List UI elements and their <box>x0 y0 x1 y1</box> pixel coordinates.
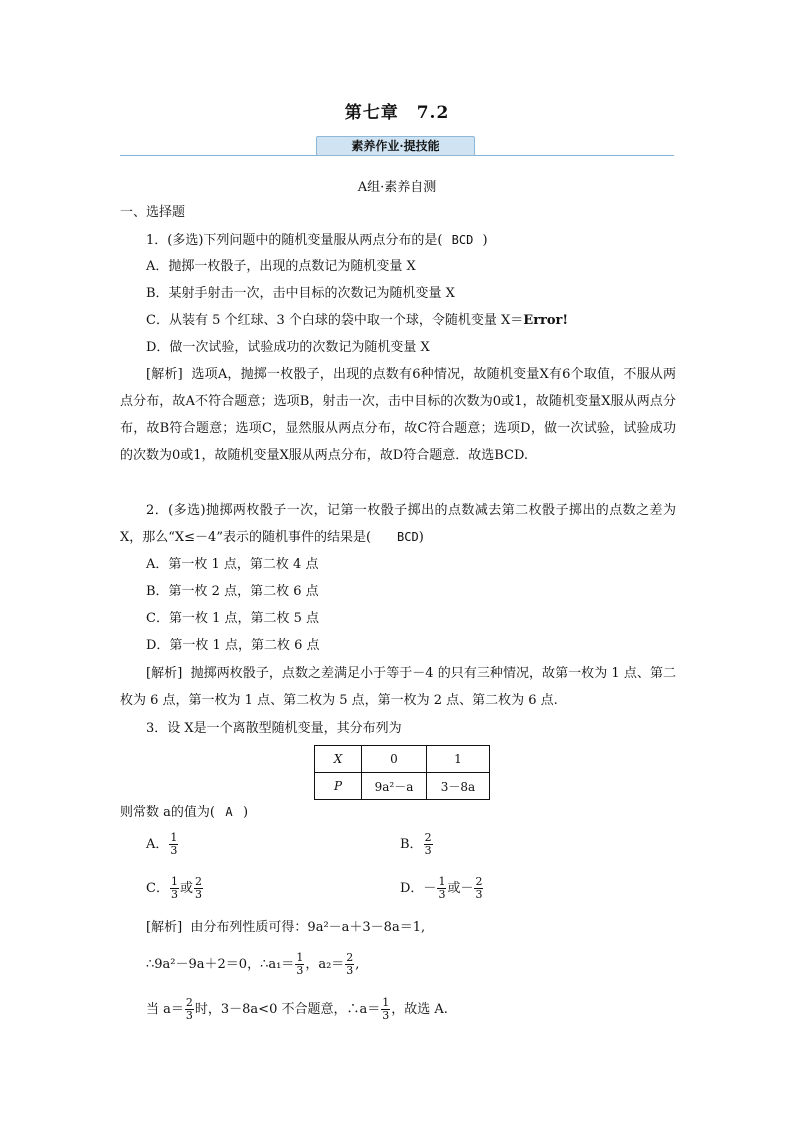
fraction <box>170 876 179 901</box>
q2-analysis-label: [解析] <box>146 666 183 681</box>
q1-option-c-error: Error! <box>523 313 569 328</box>
denominator: 3 <box>185 1009 193 1022</box>
table-cell: X <box>315 746 362 773</box>
option-label: B． <box>400 837 423 852</box>
q3-analysis-line3 <box>146 997 448 1022</box>
q2-stem-text: 2．(多选)抛掷两枚骰子一次，记第一枚骰子掷出的点数减去第二枚骰子掷出的点数之差为 X，那么“X≤－4”表示的随机事件的结果是( <box>120 503 676 545</box>
q3-analysis-line1 <box>146 919 425 937</box>
analysis-text: ∴9a²－9a＋2＝0，∴a₁＝ <box>146 957 295 972</box>
numerator: 2 <box>185 996 193 1009</box>
q3-option-b <box>400 832 434 857</box>
table-cell: 9a²－a <box>362 773 427 800</box>
q1-analysis <box>120 361 676 469</box>
numerator: 2 <box>475 875 483 888</box>
q1-close: ) <box>482 233 488 248</box>
table-row <box>315 773 490 800</box>
q2-option-b: B．第一枚 2 点，第二枚 6 点 <box>146 584 319 599</box>
q1-stem <box>146 231 488 250</box>
analysis-text: 当 a＝ <box>146 1002 184 1017</box>
q3-stem: 3．设 X是一个离散型随机变量，其分布列为 <box>146 721 402 736</box>
q3-close: ) <box>242 805 249 820</box>
numerator: 2 <box>346 951 354 964</box>
q2-stem <box>120 497 676 551</box>
q1-option-a: A．抛掷一枚骰子，出现的点数记为随机变量 X <box>146 259 416 274</box>
analysis-text: ，a₂＝ <box>305 957 345 972</box>
analysis-text: 时，3－8a<0 不合题意，∴a＝ <box>194 1002 381 1017</box>
page-title: 第七章 7.2 <box>344 103 450 123</box>
table-cell: 0 <box>362 746 427 773</box>
q2-option-d: D．第一枚 1 点，第二枚 6 点 <box>146 638 320 653</box>
denominator: 3 <box>475 888 483 901</box>
denominator: 3 <box>170 844 178 857</box>
q3-option-a <box>146 832 179 857</box>
numerator: 1 <box>170 831 178 844</box>
q1-option-c-text: C．从装有 5 个红球、3 个白球的袋中取一个球，令随机变量 X＝ <box>146 313 524 328</box>
distribution-table <box>314 745 490 800</box>
q2-option-c: C．第一枚 1 点，第二枚 5 点 <box>146 611 320 626</box>
denominator: 3 <box>382 1009 390 1022</box>
denominator: 3 <box>346 964 354 977</box>
fraction <box>474 876 483 901</box>
q2-close: ) <box>418 530 424 545</box>
numerator: 1 <box>296 951 304 964</box>
denominator: 3 <box>296 964 304 977</box>
fraction <box>194 876 203 901</box>
section-banner: 素养作业·提技能 <box>316 136 475 156</box>
table-cell: 3－8a <box>427 773 490 800</box>
numerator: 1 <box>170 875 178 888</box>
q1-option-b: B．某射手射击一次，击中目标的次数记为随机变量 X <box>146 286 455 301</box>
q2-analysis-text: 抛掷两枚骰子，点数之差满足小于等于－4 的只有三种情况，故第一枚为 1 点、第二枚为 6 点，第一枚为 1 点、第二枚为 5 点，第一枚为 2 点、第二枚为 6 点. <box>120 666 676 708</box>
q3-option-d <box>400 876 484 901</box>
denominator: 3 <box>424 844 432 857</box>
q3-ask-text: 则常数 a的值为( <box>120 805 215 820</box>
q1-analysis-label: [解析] <box>146 367 183 382</box>
section-title: 一、选择题 <box>120 205 186 220</box>
option-label: A． <box>146 837 169 852</box>
q3-ask <box>120 803 248 822</box>
fraction <box>185 997 194 1022</box>
numerator: 2 <box>424 831 432 844</box>
fraction <box>424 832 433 857</box>
q1-stem-text: 1．(多选)下列问题中的随机变量服从两点分布的是( <box>146 233 443 248</box>
denominator: 3 <box>194 888 202 901</box>
table-cell: 1 <box>427 746 490 773</box>
table-cell: P <box>315 773 362 800</box>
fraction <box>345 952 354 977</box>
numerator: 2 <box>194 875 202 888</box>
q1-answer: BCD <box>451 233 474 247</box>
group-title: A组·素养自测 <box>357 180 437 195</box>
q2-analysis <box>120 660 676 714</box>
fraction <box>169 832 178 857</box>
option-or: 或－ <box>447 881 474 896</box>
denominator: 3 <box>170 888 178 901</box>
fraction <box>437 876 446 901</box>
option-or: 或 <box>179 881 193 896</box>
option-label: C． <box>146 881 169 896</box>
q2-answer: BCD <box>397 530 419 544</box>
denominator: 3 <box>438 888 446 901</box>
q1-option-d: D．做一次试验，试验成功的次数记为随机变量 X <box>146 340 430 355</box>
q3-analysis-label: [解析] <box>146 920 183 935</box>
table-row <box>315 746 490 773</box>
numerator: 1 <box>382 996 390 1009</box>
q3-analysis-line2 <box>146 952 359 977</box>
option-label: D．－ <box>400 881 437 896</box>
q3-analysis-text: 由分布列性质可得：9a²－a＋3－8a＝1, <box>190 920 426 935</box>
q2-option-a: A．第一枚 1 点，第二枚 4 点 <box>146 557 319 572</box>
numerator: 1 <box>438 875 446 888</box>
fraction <box>295 952 304 977</box>
q3-answer: A <box>225 805 233 819</box>
analysis-text: ，故选 A. <box>391 1002 448 1017</box>
q1-option-c <box>146 312 568 330</box>
analysis-text: , <box>355 957 360 972</box>
fraction <box>381 997 390 1022</box>
q3-option-c <box>146 876 204 901</box>
q1-analysis-text: 选项A，抛掷一枚骰子，出现的点数有6种情况，故随机变量X有6个取值，不服从两点分布，故A不符合题意；选项B，射击一次，击中目标的次数为0或1，故随机变量X服从两点分布，故B符合题意；选项C，显然服从两点分布，故C符合题意；选项D，做一次试验，试验成功的次数为0或1，故随机变量X服从两点分布，故D符合题意．故选BCD. <box>120 367 676 463</box>
